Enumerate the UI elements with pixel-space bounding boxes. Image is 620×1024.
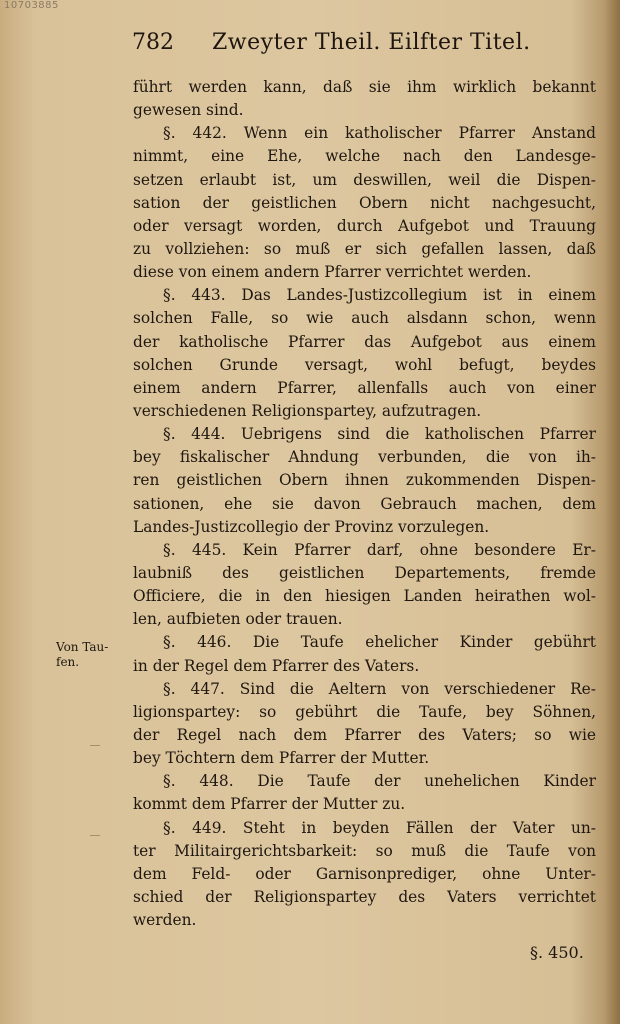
text-line: §. 448. Die Taufe der unehelichen Kinder: [163, 772, 596, 791]
text-line: §. 442. Wenn ein katholischer Pfarrer Anstand: [163, 124, 596, 143]
margin-mark: [90, 745, 100, 746]
text-line: bey Töchtern dem Pfarrer der Mutter.: [133, 749, 430, 768]
text-line: Officiere, die in den hiesigen Landen heirathen wol-: [133, 587, 596, 606]
text-line: einem andern Pfarrer, allenfalls auch von einer: [133, 378, 596, 397]
text-line: solchen Grunde versagt, wohl befugt, beydes: [133, 355, 596, 374]
page-edge-shadow: [604, 0, 620, 1024]
text-line: §. 446. Die Taufe ehelicher Kinder gebührt: [163, 633, 596, 652]
page-header: [132, 30, 592, 64]
text-line: Landes-Justizcollegio der Provinz vorzulegen.: [133, 517, 490, 536]
page-number: 782: [132, 30, 174, 55]
running-title: Zweyter Theil. Eilfter Titel.: [212, 30, 531, 55]
text-line: laubniß des geistlichen Departements, fremde: [133, 563, 596, 582]
margin-note-line: fen.: [56, 655, 80, 669]
text-line: führt werden kann, daß sie ihm wirklich bekannt: [133, 78, 596, 96]
text-line: zu vollziehen: so muß er sich gefallen lassen, daß: [133, 239, 596, 258]
text-line: ligionspartey: so gebührt die Taufe, bey Söhnen,: [133, 702, 596, 721]
text-line: schied der Religionspartey des Vaters verrichtet: [133, 887, 596, 906]
text-line: §. 447. Sind die Aeltern von verschiedener Re-: [163, 679, 596, 698]
text-line: gewesen sind.: [133, 101, 244, 120]
text-line: in der Regel dem Pfarrer des Vaters.: [133, 656, 420, 675]
text-line: der Regel nach dem Pfarrer des Vaters; so wie: [133, 725, 596, 744]
text-line: werden.: [133, 911, 197, 930]
library-stamp: 10703885: [4, 0, 59, 11]
text-line: verschiedenen Religionspartey, aufzutragen.: [133, 401, 482, 420]
text-line: setzen erlaubt ist, um deswillen, weil die Dispen-: [133, 170, 596, 189]
text-line: der katholische Pfarrer das Aufgebot aus einem: [133, 332, 596, 351]
margin-note-line: Von Tau-: [56, 640, 109, 654]
text-line: §. 443. Das Landes-Justizcollegium ist in einem: [163, 286, 596, 305]
text-line: §. 445. Kein Pfarrer darf, ohne besondere Er-: [163, 540, 596, 559]
text-line: ren geistlichen Obern ihnen zukommenden Dispen-: [133, 471, 596, 490]
text-line: §. 444. Uebrigens sind die katholischen Pfarrer: [163, 425, 596, 444]
text-line: solchen Falle, so wie auch alsdann schon, wenn: [133, 309, 596, 328]
text-line: len, aufbieten oder trauen.: [133, 610, 343, 629]
text-line: nimmt, eine Ehe, welche nach den Landesge-: [133, 147, 596, 166]
text-line: §. 449. Steht in beyden Fällen der Vater un-: [163, 818, 596, 837]
text-line: dem Feld- oder Garnisonprediger, ohne Unter-: [133, 864, 596, 883]
text-line: oder versagt worden, durch Aufgebot und Trauung: [133, 216, 596, 235]
text-line: diese von einem andern Pfarrer verrichtet werden.: [133, 263, 532, 282]
margin-note: [56, 640, 132, 670]
text-line: ter Militairgerichtsbarkeit: so muß die Taufe von: [133, 841, 596, 860]
catchword: §. 450.: [530, 943, 584, 962]
body-text: [133, 76, 596, 932]
text-line: sationen, ehe sie davon Gebrauch machen, dem: [133, 494, 596, 513]
text-line: sation der geistlichen Obern nicht nachgesucht,: [133, 193, 596, 212]
margin-mark: [90, 835, 100, 836]
text-line: kommt dem Pfarrer der Mutter zu.: [133, 795, 406, 814]
text-line: bey fiskalischer Ahndung verbunden, die von ih-: [133, 448, 596, 467]
